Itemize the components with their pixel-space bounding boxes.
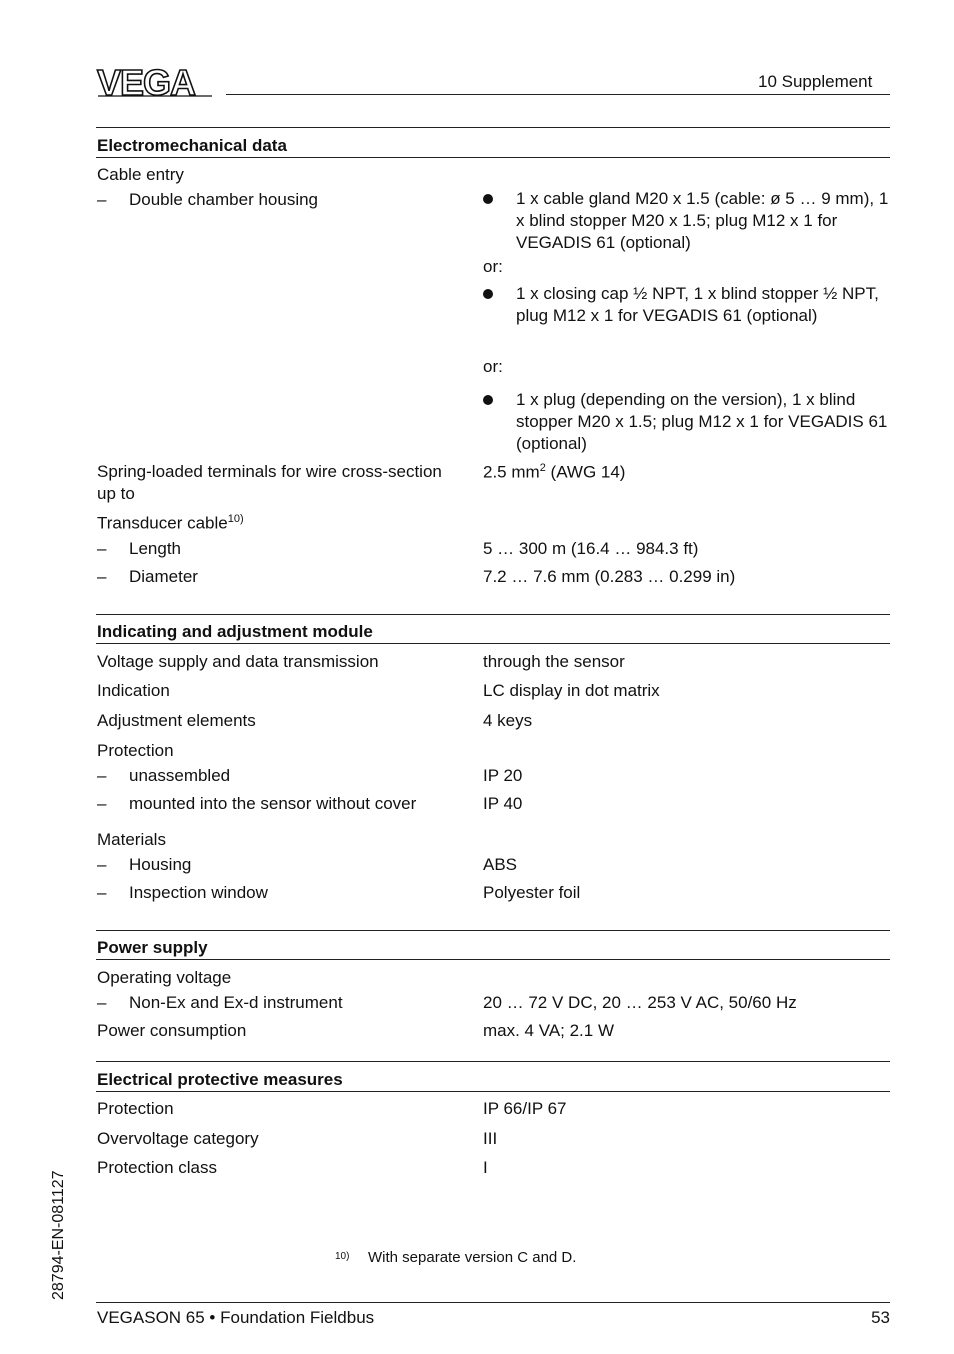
diameter-label: Diameter xyxy=(129,567,198,586)
footer-product: VEGASON 65 • Foundation Fieldbus xyxy=(97,1308,375,1327)
section-top-rule xyxy=(96,614,890,615)
dash-marker: – xyxy=(97,993,107,1012)
document-code: 28794-EN-081127 xyxy=(50,1170,67,1300)
power-consumption-label: Power consumption xyxy=(97,1021,247,1040)
or-separator: or: xyxy=(483,357,503,376)
dash-marker: – xyxy=(97,567,107,586)
section-title-electromechanical: Electromechanical data xyxy=(97,136,287,155)
length-label: Length xyxy=(129,539,181,558)
footnote-mark: 10) xyxy=(335,1251,350,1262)
section-title-rule xyxy=(96,643,890,644)
or-separator: or: xyxy=(483,257,503,276)
double-chamber-label: Double chamber housing xyxy=(129,190,319,209)
adjustment-value: 4 keys xyxy=(483,711,533,730)
section-title-rule xyxy=(96,157,890,158)
footer-rule xyxy=(96,1302,890,1303)
dash-marker: – xyxy=(97,539,107,558)
protection-class-label: Protection class xyxy=(97,1158,217,1177)
operating-voltage-label: Operating voltage xyxy=(97,968,232,987)
overvoltage-value: III xyxy=(483,1129,498,1148)
svg-text:VEGA: VEGA xyxy=(97,66,196,100)
section-title-protective: Electrical protective measures xyxy=(97,1070,343,1089)
nonex-value: 20 … 72 V DC, 20 … 253 V AC, 50/60 Hz xyxy=(483,993,797,1012)
voltage-transmission-value: through the sensor xyxy=(483,652,625,671)
section-title-indicating: Indicating and adjustment module xyxy=(97,622,373,641)
unassembled-label: unassembled xyxy=(129,766,231,785)
bullet-point xyxy=(483,194,493,204)
page-number: 53 xyxy=(871,1308,890,1327)
protection-class-value: I xyxy=(483,1158,488,1177)
indication-value: LC display in dot matrix xyxy=(483,681,660,700)
mounted-label: mounted into the sensor without cover xyxy=(129,794,417,813)
terminals-label: Spring-loaded terminals for wire cross-section up to xyxy=(97,462,442,503)
mounted-value: IP 40 xyxy=(483,794,523,813)
bullet-point xyxy=(483,289,493,299)
ip-protection-value: IP 66/IP 67 xyxy=(483,1099,567,1118)
materials-label: Materials xyxy=(97,830,166,849)
unassembled-value: IP 20 xyxy=(483,766,523,785)
inspection-window-label: Inspection window xyxy=(129,883,268,902)
indication-label: Indication xyxy=(97,681,170,700)
section-top-rule xyxy=(96,1061,890,1062)
dash-marker: – xyxy=(97,883,107,902)
housing-value: ABS xyxy=(483,855,518,874)
section-title-rule xyxy=(96,1091,890,1092)
ip-protection-label: Protection xyxy=(97,1099,174,1118)
section-title-rule xyxy=(96,959,890,960)
protection-label: Protection xyxy=(97,741,174,760)
cable-option-1: 1 x cable gland M20 x 1.5 (cable: ø 5 … 9 mm), 1 x blind stopper M20 x 1.5; plug M12 x 1 for VEGADIS 61 (optional) xyxy=(516,189,889,252)
cable-option-3: 1 x plug (depending on the version), 1 x blind stopper M20 x 1.5; plug M12 x 1 for VEGADIS 61 (optional) xyxy=(516,390,888,453)
footnote-text: With separate version C and D. xyxy=(368,1249,577,1266)
section-top-rule xyxy=(96,127,890,128)
voltage-transmission-label: Voltage supply and data transmission xyxy=(97,652,379,671)
section-title-power: Power supply xyxy=(97,938,208,957)
dash-marker: – xyxy=(97,855,107,874)
dash-marker: – xyxy=(97,794,107,813)
dash-marker: – xyxy=(97,190,107,209)
section-label: 10 Supplement xyxy=(758,72,873,91)
length-value: 5 … 300 m (16.4 … 984.3 ft) xyxy=(483,539,699,558)
vega-logo xyxy=(96,66,214,100)
section-top-rule xyxy=(96,930,890,931)
header-rule xyxy=(226,94,890,95)
transducer-cable-label: Transducer cable$^{10)}$ xyxy=(97,513,244,533)
cable-option-2: 1 x closing cap ½ NPT, 1 x blind stopper ½ NPT, plug M12 x 1 for VEGADIS 61 (optional) xyxy=(516,284,879,325)
cable-entry-label: Cable entry xyxy=(97,165,184,184)
footnote-reference: 10) xyxy=(227,513,244,525)
diameter-value: 7.2 … 7.6 mm (0.283 … 0.299 in) xyxy=(483,567,736,586)
nonex-label: Non-Ex and Ex-d instrument xyxy=(129,993,343,1012)
inspection-window-value: Polyester foil xyxy=(483,883,581,902)
overvoltage-label: Overvoltage category xyxy=(97,1129,259,1148)
bullet-point xyxy=(483,395,493,405)
housing-label: Housing xyxy=(129,855,192,874)
power-consumption-value: max. 4 VA; 2.1 W xyxy=(483,1021,615,1040)
dash-marker: – xyxy=(97,766,107,785)
adjustment-label: Adjustment elements xyxy=(97,711,256,730)
terminals-value: 2.5 $mm^2$ (AWG 14) xyxy=(483,462,626,482)
